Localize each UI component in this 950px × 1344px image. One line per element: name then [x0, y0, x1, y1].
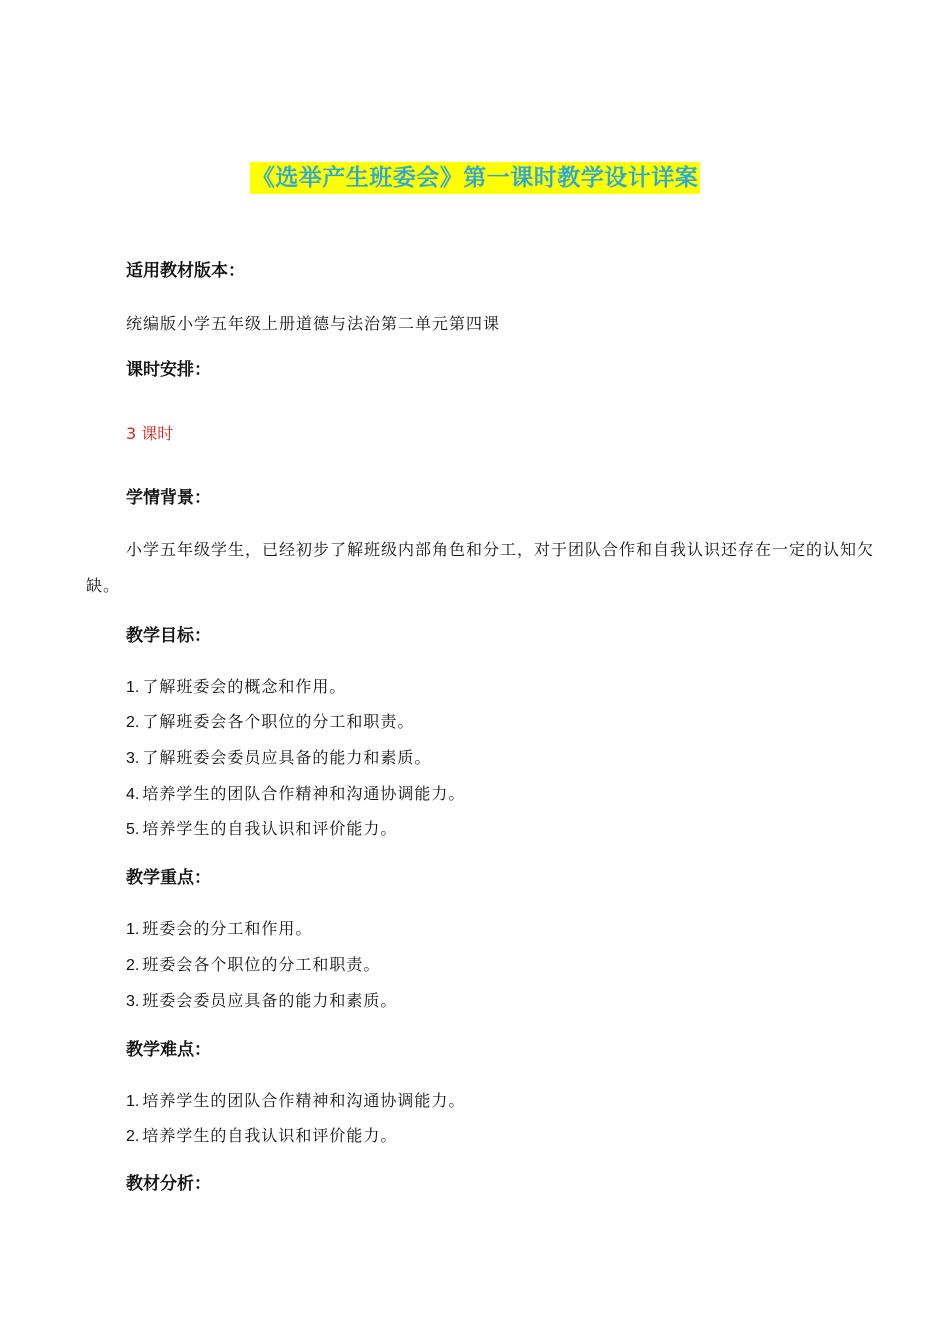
goal-item: 5. 培养学生的自我认识和评价能力。 — [126, 819, 398, 838]
heading-schedule: 课时安排： — [126, 360, 211, 380]
background-paragraph: 小学五年级学生，已经初步了解班级内部角色和分工，对于团队合作和自我认识还存在一定的认知欠缺。 — [86, 540, 875, 595]
goal-item: 4. 培养学生的团队合作精神和沟通协调能力。 — [126, 784, 466, 803]
difficulty-item: 2. 培养学生的自我认识和评价能力。 — [126, 1126, 398, 1145]
heading-edition: 适用教材版本： — [126, 261, 245, 281]
title-container — [0, 162, 950, 194]
key-point-item: 3. 班委会委员应具备的能力和素质。 — [126, 991, 398, 1010]
goal-item: 2. 了解班委会各个职位的分工和职责。 — [126, 712, 415, 731]
page-title: 《选举产生班委会》第一课时教学设计详案 — [250, 162, 701, 194]
heading-difficulties: 教学难点： — [126, 1040, 211, 1060]
schedule-value: 3 课时 — [126, 424, 174, 443]
key-point-item: 2. 班委会各个职位的分工和职责。 — [126, 955, 381, 974]
heading-goals: 教学目标： — [126, 626, 211, 646]
difficulty-item: 1. 培养学生的团队合作精神和沟通协调能力。 — [126, 1091, 466, 1110]
goal-item: 1. 了解班委会的概念和作用。 — [126, 677, 347, 696]
goal-item: 3. 了解班委会委员应具备的能力和素质。 — [126, 748, 432, 767]
edition-text: 统编版小学五年级上册道德与法治第二单元第四课 — [126, 314, 501, 333]
key-point-item: 1. 班委会的分工和作用。 — [126, 919, 313, 938]
heading-key-points: 教学重点： — [126, 868, 211, 888]
heading-background: 学情背景： — [126, 488, 211, 508]
heading-analysis: 教材分析： — [126, 1174, 211, 1194]
